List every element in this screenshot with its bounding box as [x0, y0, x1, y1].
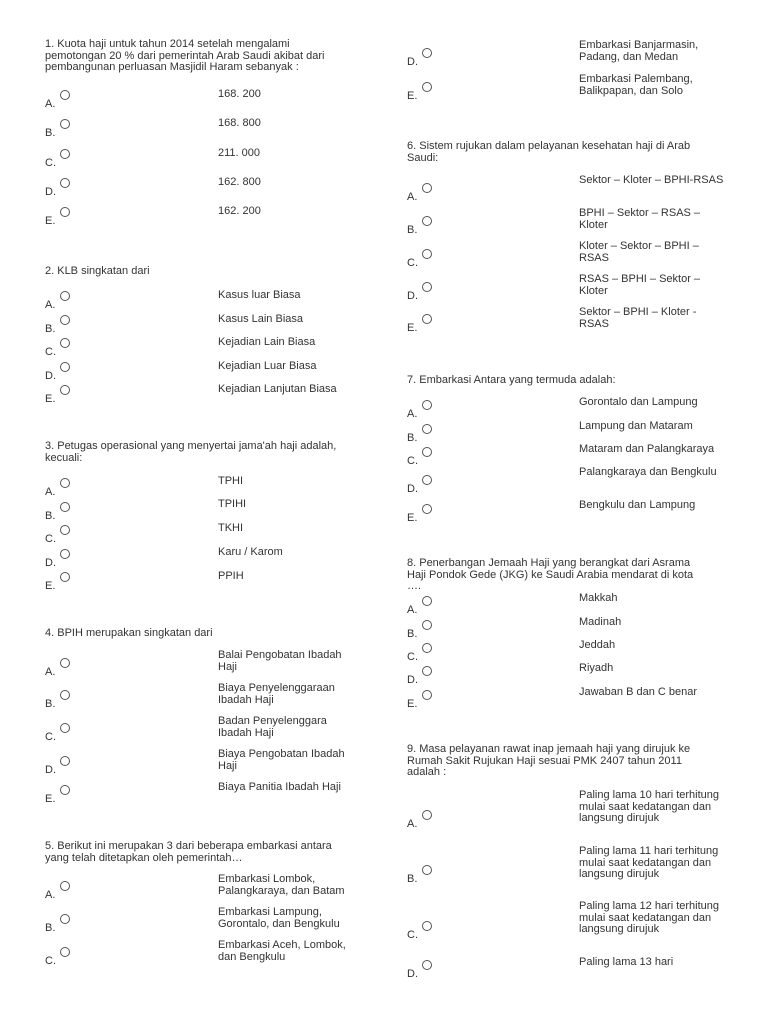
- question-9-option-radio[interactable]: [422, 865, 432, 875]
- question-5-option-radio[interactable]: [422, 82, 432, 92]
- question-1-option-letter: E.: [45, 215, 56, 227]
- question-6-option-radio[interactable]: [422, 282, 432, 292]
- question-5-option-letter: B.: [45, 922, 56, 934]
- question-6-option-radio[interactable]: [422, 249, 432, 259]
- question-4-option-radio[interactable]: [60, 785, 70, 795]
- question-5-option-text: Embarkasi Lampung, Gorontalo, dan Bengkulu: [218, 906, 340, 930]
- question-5-option-radio[interactable]: [60, 881, 70, 891]
- question-4-option-text: Biaya Panitia Ibadah Haji: [218, 781, 341, 793]
- question-2-option-text: Kasus luar Biasa: [218, 289, 301, 301]
- question-8-option-radio[interactable]: [422, 690, 432, 700]
- question-7-option-radio[interactable]: [422, 424, 432, 434]
- question-7-option-text: Mataram dan Palangkaraya: [579, 443, 715, 455]
- question-3-option-letter: A.: [45, 486, 56, 498]
- question-6-option-letter: E.: [407, 322, 418, 334]
- question-7-option-letter: C.: [407, 455, 418, 467]
- question-4-text: 4. BPIH merupakan singkatan dari: [45, 627, 213, 639]
- question-1-option-radio[interactable]: [60, 178, 70, 188]
- question-1-option-letter: D.: [45, 186, 56, 198]
- question-9-option-letter: C.: [407, 929, 418, 941]
- question-3-text: 3. Petugas operasional yang menyertai jama'ah haji adalah, kecuali:: [45, 440, 337, 464]
- question-9-option-letter: B.: [407, 873, 418, 885]
- question-4-option-radio[interactable]: [60, 658, 70, 668]
- question-3-option-letter: B.: [45, 510, 56, 522]
- question-5-option-letter: E.: [407, 90, 418, 102]
- question-6-option-text: RSAS – BPHI – Sektor – Kloter: [579, 273, 701, 297]
- question-6-option-text: Sektor – Kloter – BPHI-RSAS: [579, 174, 724, 186]
- question-9-option-text: Paling lama 12 hari terhitung mulai saat kedatangan dan langsung dirujuk: [579, 900, 720, 936]
- question-6-option-letter: A.: [407, 191, 418, 203]
- question-1-text: 1. Kuota haji untuk tahun 2014 setelah mengalami pemotongan 20 % dari pemerintah Arab Saudi akibat dari pembangunan perluasan Masjidil Haram sebanyak :: [45, 38, 325, 74]
- question-3-option-letter: E.: [45, 580, 56, 592]
- question-8-option-text: Riyadh: [579, 662, 614, 674]
- question-2-option-letter: D.: [45, 370, 56, 382]
- question-4-option-text: Biaya Penyelenggaraan Ibadah Haji: [218, 682, 335, 706]
- question-5-option-text: Embarkasi Aceh, Lombok, dan Bengkulu: [218, 939, 346, 963]
- question-9-option-radio[interactable]: [422, 810, 432, 820]
- question-6-option-text: BPHI – Sektor – RSAS – Kloter: [579, 207, 701, 231]
- question-5-option-text: Embarkasi Banjarmasin, Padang, dan Medan: [579, 39, 699, 63]
- question-6-option-radio[interactable]: [422, 216, 432, 226]
- question-7-option-letter: B.: [407, 432, 418, 444]
- question-4-option-letter: B.: [45, 698, 56, 710]
- question-2-option-letter: C.: [45, 346, 56, 358]
- question-3-option-text: PPIH: [218, 570, 244, 582]
- question-8-option-radio[interactable]: [422, 596, 432, 606]
- question-7-option-letter: D.: [407, 483, 418, 495]
- question-8-option-letter: C.: [407, 651, 418, 663]
- question-6-option-text: Kloter – Sektor – BPHI – RSAS: [579, 240, 699, 264]
- question-5-option-radio[interactable]: [60, 914, 70, 924]
- question-2-option-radio[interactable]: [60, 338, 70, 348]
- question-8-option-text: Jeddah: [579, 639, 616, 651]
- question-5-option-radio[interactable]: [422, 48, 432, 58]
- question-6-option-radio[interactable]: [422, 183, 432, 193]
- question-4-option-letter: A.: [45, 666, 56, 678]
- question-9-option-letter: A.: [407, 818, 418, 830]
- question-3-option-text: TKHI: [218, 522, 244, 534]
- question-8-option-radio[interactable]: [422, 643, 432, 653]
- question-5-option-radio[interactable]: [60, 947, 70, 957]
- question-9-text: 9. Masa pelayanan rawat inap jemaah haji yang dirujuk ke Rumah Sakit Rujukan Haji sesuai PMK 2407 tahun 2011 adalah :: [407, 743, 691, 779]
- question-8-option-text: Jawaban B dan C benar: [579, 686, 698, 698]
- question-7-option-radio[interactable]: [422, 504, 432, 514]
- question-2-option-letter: A.: [45, 299, 56, 311]
- question-7-option-radio[interactable]: [422, 400, 432, 410]
- question-9-option-radio[interactable]: [422, 960, 432, 970]
- question-5-option-text: Embarkasi Lombok, Palangkaraya, dan Batam: [218, 873, 345, 897]
- question-7-option-text: Lampung dan Mataram: [579, 420, 693, 432]
- question-4-option-letter: C.: [45, 731, 56, 743]
- question-2-option-text: Kejadian Luar Biasa: [218, 360, 317, 372]
- question-6-text: 6. Sistem rujukan dalam pelayanan kesehatan haji di Arab Saudi:: [407, 140, 691, 164]
- question-8-option-radio[interactable]: [422, 666, 432, 676]
- question-9-option-letter: D.: [407, 968, 418, 980]
- question-3-option-text: TPHI: [218, 475, 244, 487]
- question-8-option-letter: D.: [407, 674, 418, 686]
- question-4-option-text: Balai Pengobatan Ibadah Haji: [218, 649, 342, 673]
- question-3-option-letter: D.: [45, 557, 56, 569]
- question-2-option-text: Kejadian Lain Biasa: [218, 336, 316, 348]
- question-6-option-radio[interactable]: [422, 314, 432, 324]
- question-1-option-letter: A.: [45, 98, 56, 110]
- question-9-option-radio[interactable]: [422, 921, 432, 931]
- question-7-option-text: Bengkulu dan Lampung: [579, 499, 696, 511]
- question-7-option-letter: A.: [407, 408, 418, 420]
- question-4-option-radio[interactable]: [60, 756, 70, 766]
- question-1-option-text: 162. 800: [218, 176, 261, 188]
- question-8-option-radio[interactable]: [422, 620, 432, 630]
- question-1-option-radio[interactable]: [60, 119, 70, 129]
- question-8-text: 8. Penerbangan Jemaah Haji yang berangkat dari Asrama Haji Pondok Gede (JKG) ke Saudi Arabia mendarat di kota ….: [407, 557, 694, 593]
- question-5-option-letter: A.: [45, 889, 56, 901]
- question-1-option-letter: C.: [45, 157, 56, 169]
- question-1-option-text: 162. 200: [218, 205, 261, 217]
- question-8-option-letter: B.: [407, 628, 418, 640]
- question-4-option-letter: D.: [45, 764, 56, 776]
- question-7-option-radio[interactable]: [422, 475, 432, 485]
- question-7-text: 7. Embarkasi Antara yang termuda adalah:: [407, 374, 616, 386]
- question-1-option-radio[interactable]: [60, 149, 70, 159]
- question-1-option-radio[interactable]: [60, 90, 70, 100]
- question-2-option-radio[interactable]: [60, 291, 70, 301]
- question-6-option-letter: D.: [407, 290, 418, 302]
- question-7-option-text: Gorontalo dan Lampung: [579, 396, 698, 408]
- question-3-option-radio[interactable]: [60, 478, 70, 488]
- question-3-option-radio[interactable]: [60, 502, 70, 512]
- question-7-option-text: Palangkaraya dan Bengkulu: [579, 466, 717, 478]
- question-1-option-text: 168. 200: [218, 88, 261, 100]
- question-9-option-text: Paling lama 11 hari terhitung mulai saat kedatangan dan langsung dirujuk: [579, 845, 719, 881]
- question-5-option-letter: D.: [407, 56, 418, 68]
- question-5-option-text: Embarkasi Palembang, Balikpapan, dan Solo: [579, 73, 693, 97]
- question-1-option-text: 168. 800: [218, 117, 261, 129]
- question-4-option-text: Badan Penyelenggara Ibadah Haji: [218, 715, 327, 739]
- question-3-option-text: TPIHI: [218, 498, 247, 510]
- question-7-option-radio[interactable]: [422, 447, 432, 457]
- question-1-option-letter: B.: [45, 127, 56, 139]
- question-3-option-radio[interactable]: [60, 525, 70, 535]
- question-5-text: 5. Berikut ini merupakan 3 dari beberapa embarkasi antara yang telah ditetapkan oleh pemerintah…: [45, 840, 332, 864]
- question-2-option-radio[interactable]: [60, 385, 70, 395]
- question-4-option-radio[interactable]: [60, 690, 70, 700]
- question-2-text: 2. KLB singkatan dari: [45, 265, 150, 277]
- question-6-option-letter: B.: [407, 224, 418, 236]
- question-2-option-text: Kasus Lain Biasa: [218, 313, 303, 325]
- question-2-option-letter: B.: [45, 323, 56, 335]
- question-8-option-text: Makkah: [579, 592, 618, 604]
- question-3-option-letter: C.: [45, 533, 56, 545]
- question-9-option-text: Paling lama 13 hari: [579, 956, 674, 968]
- question-5-option-letter: C.: [45, 955, 56, 967]
- question-2-option-radio[interactable]: [60, 362, 70, 372]
- question-9-option-text: Paling lama 10 hari terhitung mulai saat kedatangan dan langsung dirujuk: [579, 789, 720, 825]
- question-2-option-text: Kejadian Lanjutan Biasa: [218, 383, 337, 395]
- question-7-option-letter: E.: [407, 512, 418, 524]
- question-3-option-text: Karu / Karom: [218, 546, 283, 558]
- question-8-option-text: Madinah: [579, 616, 622, 628]
- question-1-option-radio[interactable]: [60, 207, 70, 217]
- question-4-option-text: Biaya Pengobatan Ibadah Haji: [218, 748, 345, 772]
- question-2-option-radio[interactable]: [60, 315, 70, 325]
- question-3-option-radio[interactable]: [60, 549, 70, 559]
- question-6-option-letter: C.: [407, 257, 418, 269]
- question-2-option-letter: E.: [45, 393, 56, 405]
- question-8-option-letter: E.: [407, 698, 418, 710]
- question-8-option-letter: A.: [407, 604, 418, 616]
- question-6-option-text: Sektor – BPHI – Kloter - RSAS: [579, 306, 697, 330]
- question-1-option-text: 211. 000: [218, 147, 261, 159]
- question-4-option-letter: E.: [45, 793, 56, 805]
- question-3-option-radio[interactable]: [60, 572, 70, 582]
- question-4-option-radio[interactable]: [60, 723, 70, 733]
